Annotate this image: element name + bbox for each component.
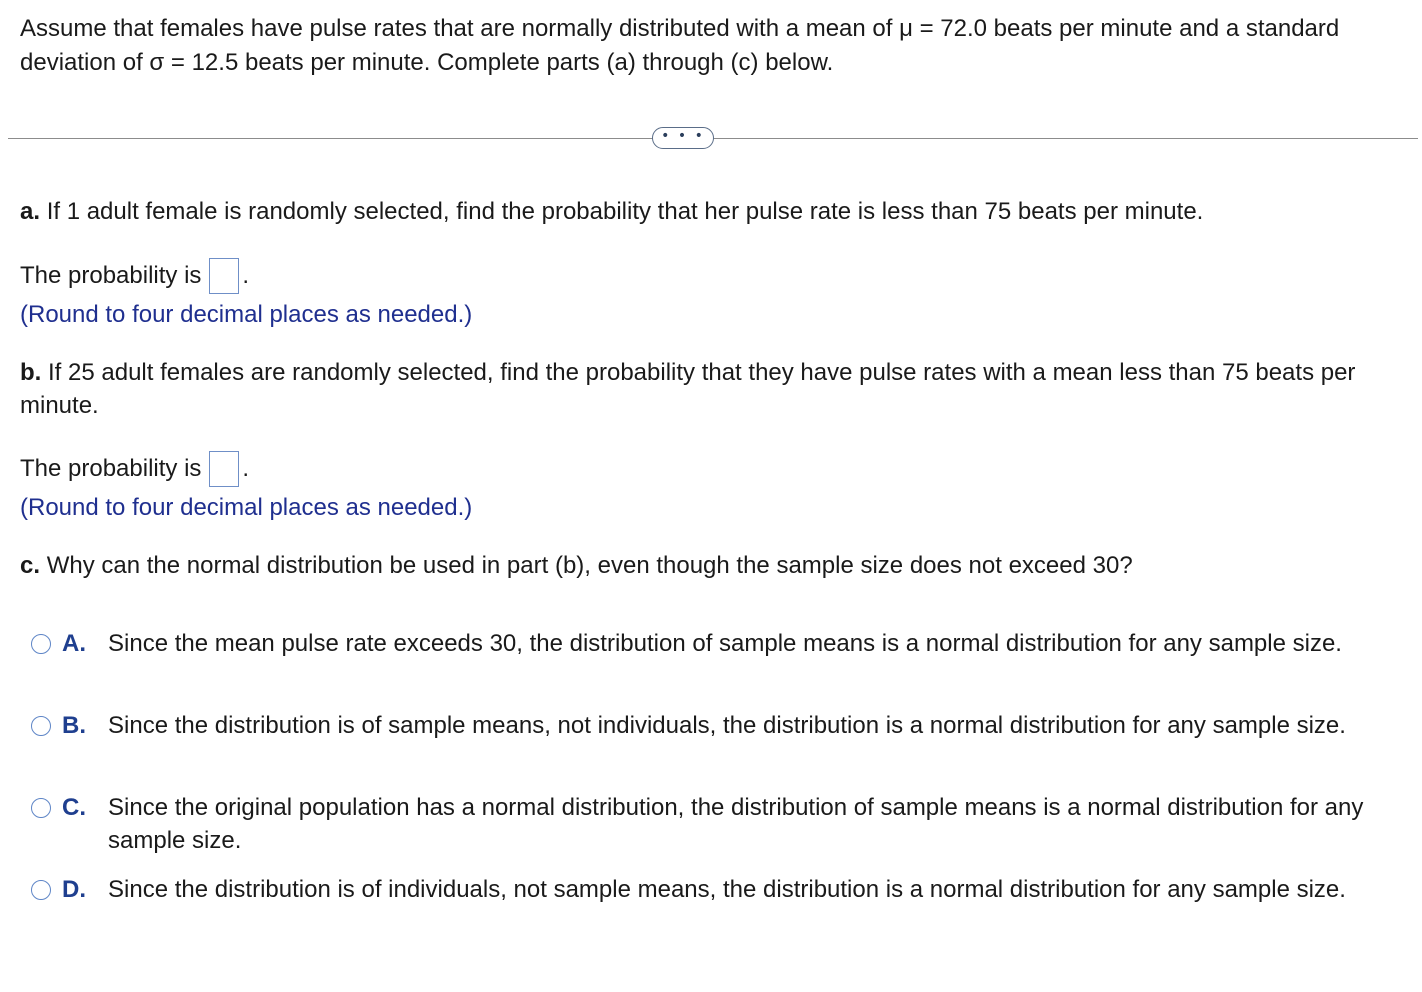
part-a-question: [20, 195, 1400, 228]
option-d[interactable]: [20, 873, 1400, 943]
option-a[interactable]: [20, 627, 1400, 697]
part-b-letter: b.: [20, 359, 42, 386]
ellipsis-icon: • • •: [661, 128, 705, 144]
option-c-text: Since the original population has a normal distribution, the distribution of sample means is a normal distribution for any sample size.: [108, 794, 1364, 854]
option-b-radio[interactable]: [31, 716, 51, 736]
part-b-rounding-hint: (Round to four decimal places as needed.): [20, 494, 473, 521]
option-d-text: Since the distribution is of individuals, not sample means, the distribution is a normal distribution for any sample size.: [108, 876, 1346, 903]
part-c-question: [20, 549, 1400, 582]
option-c[interactable]: [20, 791, 1400, 861]
option-a-letter: A.: [62, 630, 86, 657]
section-divider: [8, 127, 1418, 151]
part-b-answer-input[interactable]: [209, 451, 239, 487]
more-options-button[interactable]: [652, 127, 714, 149]
part-b-text: If 25 adult females are randomly selected, find the probability that they have pulse rates with a mean less than 75 beats per minute.: [20, 359, 1356, 419]
part-a-text: If 1 adult female is randomly selected, find the probability that her pulse rate is less than 75 beats per minute.: [46, 198, 1204, 225]
part-b-answer-period: .: [242, 455, 250, 482]
part-b-answer-label: The probability is: [20, 455, 202, 482]
part-a-letter: a.: [20, 198, 41, 225]
part-b-answer-row: [20, 450, 249, 488]
option-b-letter: B.: [62, 712, 86, 739]
part-a-answer-label: The probability is: [20, 262, 202, 289]
option-b-text: Since the distribution is of sample means, not individuals, the distribution is a normal distribution for any sample size.: [108, 712, 1346, 739]
part-a-rounding-hint: (Round to four decimal places as needed.): [20, 301, 473, 328]
option-c-radio[interactable]: [31, 798, 51, 818]
part-c-letter: c.: [20, 552, 41, 579]
option-a-text: Since the mean pulse rate exceeds 30, the distribution of sample means is a normal distribution for any sample size.: [108, 630, 1342, 657]
part-b-question: [20, 356, 1400, 422]
part-a-answer-input[interactable]: [209, 258, 239, 294]
option-d-letter: D.: [62, 876, 86, 903]
problem-statement: Assume that females have pulse rates that are normally distributed with a mean of μ = 72.0 beats per minute and a standard deviation of σ = 12.5 beats per minute. Complete parts (a) through (c) below.: [20, 15, 1340, 76]
option-c-letter: C.: [62, 794, 86, 821]
part-a-answer-row: [20, 257, 249, 295]
option-b[interactable]: [20, 709, 1400, 779]
option-a-radio[interactable]: [31, 634, 51, 654]
part-c-text: Why can the normal distribution be used in part (b), even though the sample size does not exceed 30?: [46, 552, 1133, 579]
option-d-radio[interactable]: [31, 880, 51, 900]
part-a-answer-period: .: [242, 262, 250, 289]
